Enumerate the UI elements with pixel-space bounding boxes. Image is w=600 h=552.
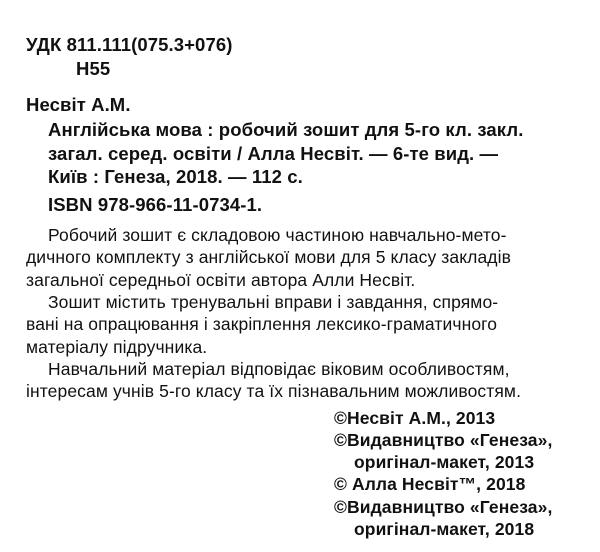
copyright-layout-2018: оригінал-макет, 2018 xyxy=(354,519,535,539)
author-heading: Несвіт А.М. xyxy=(26,94,131,115)
annotation-line-1: Робочий зошит є складовою частиною навчально-мето- xyxy=(48,225,507,245)
copyright-author-2018: © Алла Несвіт™, 2018 xyxy=(334,474,526,494)
annotation-line-4: Зошит містить тренувальні вправи і завдання, спрямо- xyxy=(48,292,499,312)
annotation-line-8: інтересам учнів 5-го класу та їх пізнавальним можливостям. xyxy=(26,381,522,401)
udc-code: УДК 811.111(075.3+076) xyxy=(26,34,233,55)
author-mark: Н55 xyxy=(76,58,111,79)
isbn: ISBN 978-966-11-0734-1. xyxy=(48,194,263,215)
description-line-1: Англійська мова : робочий зошит для 5-го кл. закл. xyxy=(48,119,524,140)
copyright-layout-2013: оригінал-макет, 2013 xyxy=(354,452,535,472)
copyright-publisher-2018: ©Видавництво «Генеза», xyxy=(334,497,553,517)
description-line-2: загал. серед. освіти / Алла Несвіт. — 6-те вид. — xyxy=(48,143,499,164)
annotation-line-2: дичного комплекту з англійської мови для 5 класу закладів xyxy=(26,247,512,267)
annotation-line-5: вані на опрацювання і закріплення лексико-граматичного xyxy=(26,314,498,334)
description-line-3: Київ : Генеза, 2018. — 112 с. xyxy=(48,166,303,187)
copyright-author-2013: ©Несвіт А.М., 2013 xyxy=(334,408,496,428)
annotation-line-3: загальної середньої освіти автора Алли Несвіт. xyxy=(26,270,416,290)
annotation-line-7: Навчальний матеріал відповідає віковим особливостям, xyxy=(48,359,510,379)
copyright-publisher-2013: ©Видавництво «Генеза», xyxy=(334,430,553,450)
annotation-line-6: матеріалу підручника. xyxy=(26,337,208,357)
